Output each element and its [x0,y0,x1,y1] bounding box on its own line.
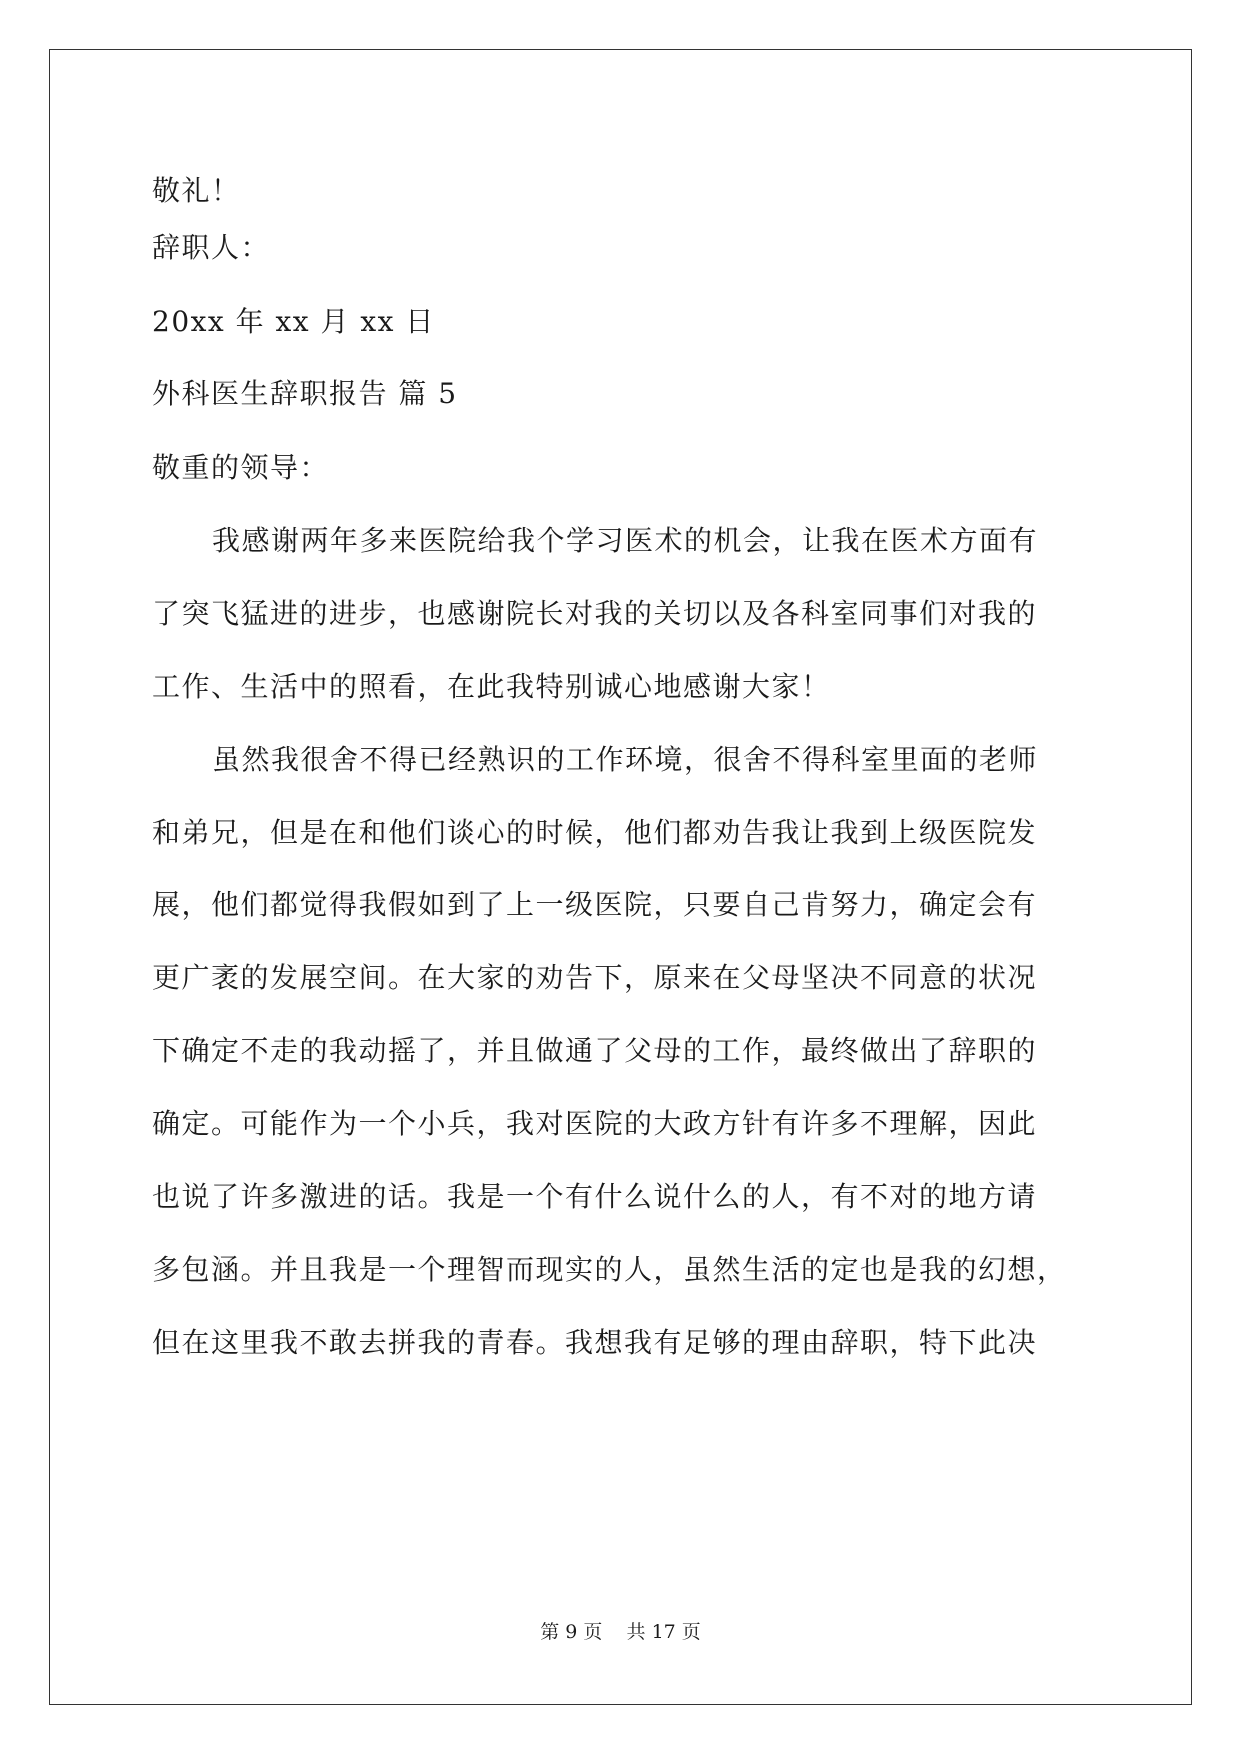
closing-salute: 敬礼！ [152,174,241,207]
salutation: 敬重的领导： [152,451,330,484]
paragraph-2-line-3: 展，他们都觉得我假如到了上一级医院，只要自己肯努力，确定会有 [152,888,1038,921]
page-border [49,49,1192,1705]
resigner-label: 辞职人： [152,231,271,264]
paragraph-2-line-1: 虽然我很舍不得已经熟识的工作环境，很舍不得科室里面的老师 [212,743,1039,776]
page-number-footer: 第 9 页 共 17 页 [540,1621,701,1643]
paragraph-2-line-4: 更广袤的发展空间。在大家的劝告下，原来在父母坚决不同意的状况 [152,961,1038,994]
paragraph-2-line-7: 也说了许多激进的话。我是一个有什么说什么的人，有不对的地方请 [152,1180,1038,1213]
paragraph-2-line-5: 下确定不走的我动摇了，并且做通了父母的工作，最终做出了辞职的 [152,1034,1038,1067]
paragraph-1-line-1: 我感谢两年多来医院给我个学习医术的机会，让我在医术方面有 [212,524,1039,557]
section-heading: 外科医生辞职报告 篇 5 [152,377,458,410]
paragraph-2-line-2: 和弟兄，但是在和他们谈心的时候，他们都劝告我让我到上级医院发 [152,816,1038,849]
paragraph-1-line-2: 了突飞猛进的进步，也感谢院长对我的关切以及各科室同事们对我的 [152,597,1038,630]
paragraph-2-line-6: 确定。可能作为一个小兵，我对医院的大政方针有许多不理解，因此 [152,1107,1038,1140]
paragraph-2-line-9: 但在这里我不敢去拼我的青春。我想我有足够的理由辞职，特下此决 [152,1326,1038,1359]
date-line: 20xx 年 xx 月 xx 日 [152,305,435,338]
paragraph-1-line-3: 工作、生活中的照看，在此我特别诚心地感谢大家！ [152,670,831,703]
paragraph-2-line-8: 多包涵。并且我是一个理智而现实的人，虽然生活的定也是我的幻想， [152,1253,1067,1286]
